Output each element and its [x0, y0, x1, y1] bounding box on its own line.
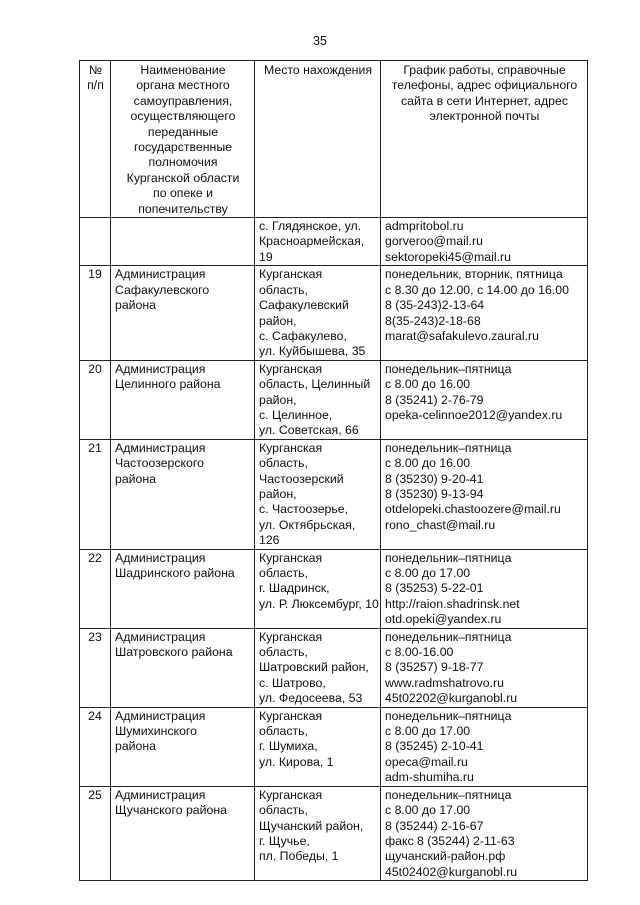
text-line: Курганская: [259, 629, 323, 644]
row-number: [80, 218, 111, 266]
text-line: Целинного района: [115, 377, 221, 392]
text-line: №: [88, 63, 103, 77]
table-row: [80, 549, 588, 628]
text-line: с. Целинное,: [259, 407, 333, 422]
text-line: самоуправления,: [133, 93, 233, 108]
text-line: admpritobol.ru: [385, 219, 464, 234]
text-line: переданные: [147, 124, 219, 139]
text-line: область,: [259, 566, 308, 580]
text-line: государственные: [133, 140, 233, 155]
text-line: Курганская: [259, 361, 323, 376]
text-line: область,: [259, 645, 308, 660]
text-line: Курганская: [259, 708, 323, 723]
contacts-cell: [381, 549, 588, 628]
header-location: [255, 61, 381, 218]
text-line: г. Шадринск,: [259, 581, 330, 596]
text-line: ул. Р. Люксембург, 10: [259, 596, 379, 611]
text-line: sektoropeki45@mail.ru: [385, 249, 511, 264]
text-line: понедельник–пятница: [385, 629, 512, 644]
organ-name-cell: [111, 549, 255, 628]
text-line: района: [115, 471, 157, 486]
location-cell: [255, 218, 381, 266]
text-line: телефоны, адрес официального: [391, 78, 578, 93]
text-line: п/п: [87, 78, 104, 93]
row-number: 21: [80, 439, 111, 549]
contacts-cell: [381, 360, 588, 439]
text-line: 8 (35230) 9-13-94: [385, 486, 484, 501]
text-line: с. Частоозерье,: [259, 502, 349, 517]
text-line: ул. Куйбышева, 35: [259, 344, 366, 359]
text-line: http://raion.shadrinsk.net: [385, 596, 520, 611]
text-line: с. Сафакулево,: [259, 328, 347, 343]
text-line: с. Шатрово,: [259, 675, 326, 690]
text-line: www.radmshatrovo.ru: [385, 675, 504, 690]
text-line: 8 (35253) 5-22-01: [385, 581, 484, 596]
text-line: района: [115, 739, 157, 754]
text-line: 8 (35245) 2-10-41: [385, 739, 484, 754]
table-row: [80, 707, 588, 786]
location-cell: [255, 628, 381, 707]
table-row: [80, 218, 588, 266]
text-line: 8 (35-243)2-13-64: [385, 298, 485, 313]
organ-name-cell: [111, 439, 255, 549]
text-line: otd.opeki@yandex.ru: [385, 612, 502, 627]
table-row: [80, 360, 588, 439]
text-line: Администрация: [115, 361, 206, 376]
text-line: область, Целинный: [259, 377, 371, 392]
text-line: понедельник–пятница: [385, 440, 512, 455]
contacts-cell: [381, 266, 588, 360]
text-line: понедельник–пятница: [385, 361, 512, 376]
text-line: 8 (35244) 2-16-67: [385, 818, 484, 833]
organ-name-cell: [111, 628, 255, 707]
location-cell: [255, 360, 381, 439]
location-cell: [255, 786, 381, 880]
table-row: [80, 439, 588, 549]
text-line: Щучанского района: [115, 803, 227, 818]
text-line: ул. Кирова, 1: [259, 754, 334, 769]
organ-name-cell: [111, 266, 255, 360]
text-line: щучанский-район.рф: [385, 849, 506, 864]
text-line: с 8.00 до 17.00: [385, 566, 471, 580]
text-line: 8(35-243)2-18-68: [385, 313, 481, 328]
text-line: 126: [259, 533, 280, 548]
text-line: попечительству: [138, 201, 228, 216]
text-line: Администрация: [115, 440, 206, 455]
text-line: Частоозерского: [115, 456, 204, 471]
text-line: район,: [259, 313, 297, 328]
administrations-table: [79, 60, 588, 881]
text-line: сайта в сети Интернет, адрес: [400, 93, 569, 108]
text-line: г. Щучье,: [259, 833, 310, 848]
location-cell: [255, 439, 381, 549]
text-line: факс 8 (35244) 2-11-63: [385, 833, 515, 848]
organ-name-cell: [111, 707, 255, 786]
organ-name-cell: [111, 218, 255, 266]
text-line: Администрация: [115, 267, 206, 282]
text-line: Частоозерский: [259, 471, 344, 486]
text-line: пл. Победы, 1: [259, 849, 339, 864]
text-line: Администрация: [115, 787, 206, 802]
text-line: с. Глядянское, ул.: [259, 219, 362, 234]
text-line: ул. Октябрьская,: [259, 517, 356, 532]
text-line: Курганская: [259, 267, 323, 282]
text-line: с 8.00 до 17.00: [385, 724, 471, 739]
text-line: органа местного: [136, 78, 230, 93]
row-number: 24: [80, 707, 111, 786]
row-number: 22: [80, 549, 111, 628]
text-line: rono_chast@mail.ru: [385, 517, 496, 532]
contacts-cell: [381, 439, 588, 549]
text-line: Администрация: [115, 629, 206, 644]
text-line: adm-shumiha.ru: [385, 770, 474, 785]
contacts-cell: [381, 707, 588, 786]
text-line: opeca@mail.ru: [385, 754, 468, 769]
contacts-cell: [381, 628, 588, 707]
text-line: 19: [259, 249, 273, 264]
organ-name-cell: [111, 786, 255, 880]
text-line: с 8.00 до 16.00: [385, 377, 471, 392]
row-number: 19: [80, 266, 111, 360]
text-line: Место нахождения: [263, 63, 373, 77]
text-line: по опеке и: [153, 186, 213, 201]
header-number: [80, 61, 111, 218]
text-line: понедельник, вторник, пятница: [385, 267, 563, 282]
text-line: район,: [259, 486, 297, 501]
text-line: 8 (35230) 9-20-41: [385, 471, 484, 486]
text-line: Администрация: [115, 708, 206, 723]
text-line: Сафакулевский: [259, 298, 349, 313]
organ-name-cell: [111, 360, 255, 439]
text-line: Шумихинского: [115, 724, 197, 739]
text-line: Щучанский район,: [259, 818, 364, 833]
text-line: Администрация: [115, 550, 206, 565]
text-line: область,: [259, 456, 308, 471]
text-line: Курганская: [259, 787, 323, 802]
text-line: с 8.00 до 17.00: [385, 803, 471, 818]
text-line: район,: [259, 392, 297, 407]
text-line: района: [115, 298, 157, 313]
table-row: [80, 786, 588, 880]
text-line: График работы, справочные: [403, 63, 566, 77]
text-line: Шатровский район,: [259, 660, 369, 675]
text-line: Шатровского района: [115, 645, 233, 660]
header-organ-name: [111, 61, 255, 218]
table-row: [80, 266, 588, 360]
text-line: с 8.00 до 16.00: [385, 456, 471, 471]
row-number: 25: [80, 786, 111, 880]
text-line: Курганская: [259, 440, 323, 455]
text-line: область,: [259, 282, 308, 297]
text-line: с 8.30 до 12.00, с 14.00 до 16.00: [385, 282, 569, 297]
text-line: Курганской области: [126, 170, 240, 185]
text-line: Сафакулевского: [115, 282, 210, 297]
text-line: ул. Советская, 66: [259, 423, 359, 438]
text-line: понедельник–пятница: [385, 708, 512, 723]
text-line: 8 (35257) 9-18-77: [385, 660, 484, 675]
text-line: электронной почты: [429, 109, 540, 124]
location-cell: [255, 707, 381, 786]
header-contacts: [381, 61, 588, 218]
row-number: 23: [80, 628, 111, 707]
text-line: otdelopeki.chastoozere@mail.ru: [385, 502, 561, 517]
text-line: полномочия: [148, 155, 218, 170]
text-line: ул. Федосеева, 53: [259, 691, 363, 706]
location-cell: [255, 266, 381, 360]
text-line: marat@safakulevo.zaural.ru: [385, 328, 539, 343]
location-cell: [255, 549, 381, 628]
text-line: 45t02402@kurganobl.ru: [385, 864, 518, 879]
text-line: г. Шумиха,: [259, 739, 318, 754]
row-number: 20: [80, 360, 111, 439]
text-line: осуществляющего: [130, 109, 236, 124]
text-line: с 8.00-16.00: [385, 645, 454, 660]
page-number: 35: [313, 34, 327, 48]
text-line: понедельник–пятница: [385, 550, 512, 565]
table-header-row: [80, 61, 588, 218]
text-line: понедельник–пятница: [385, 787, 512, 802]
text-line: Наименование: [140, 63, 226, 77]
text-line: область,: [259, 803, 308, 818]
table-row: [80, 628, 588, 707]
contacts-cell: [381, 218, 588, 266]
text-line: Курганская: [259, 550, 323, 565]
text-line: gorveroo@mail.ru: [385, 234, 483, 249]
text-line: Красноармейская,: [259, 234, 365, 249]
text-line: область,: [259, 724, 308, 739]
text-line: opeka-celinnoe2012@yandex.ru: [385, 407, 563, 422]
contacts-cell: [381, 786, 588, 880]
text-line: Шадринского района: [115, 566, 235, 580]
text-line: 8 (35241) 2-76-79: [385, 392, 484, 407]
text-line: 45t02202@kurganobl.ru: [385, 691, 518, 706]
